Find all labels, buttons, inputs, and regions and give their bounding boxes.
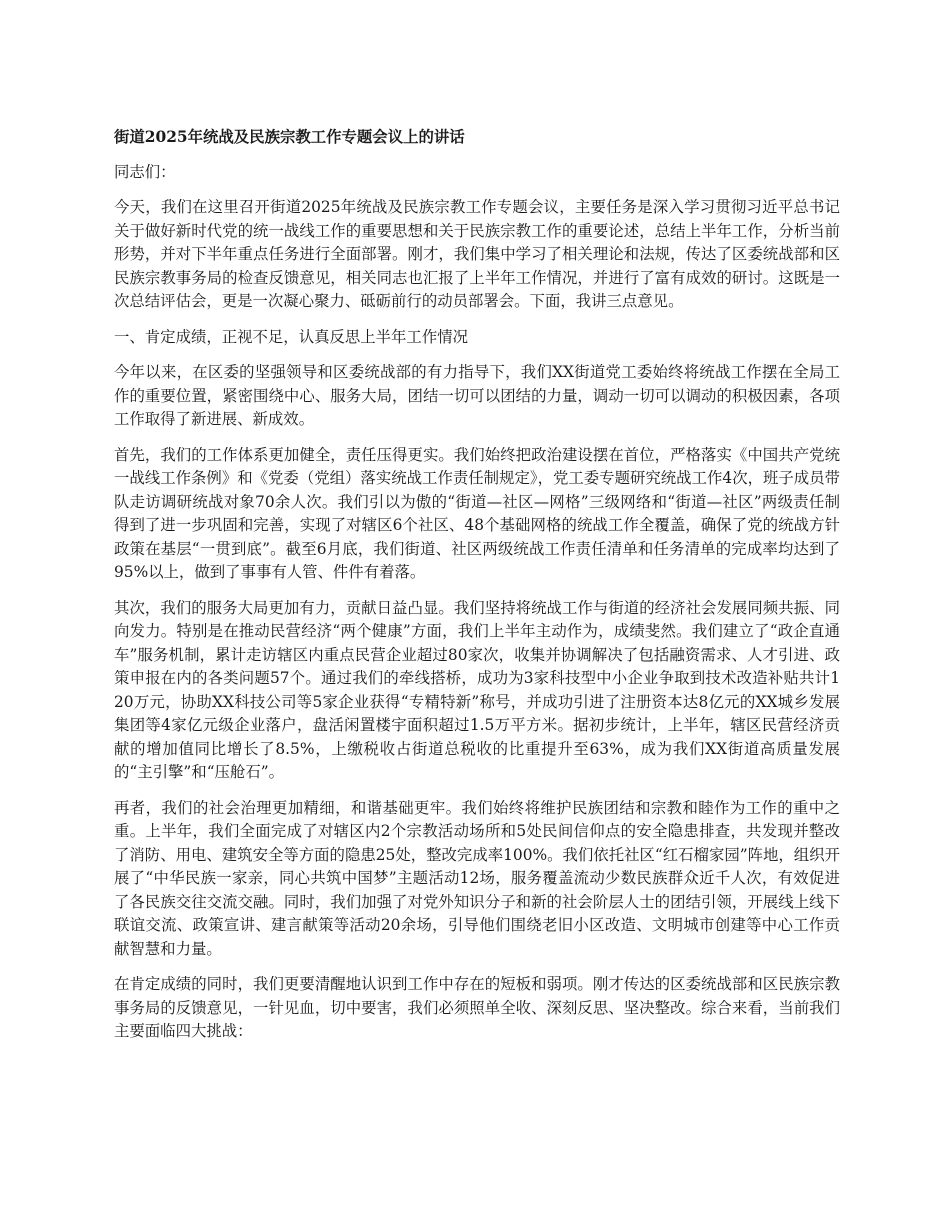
body-paragraph: 再者，我们的社会治理更加精细，和谐基础更牢。我们始终将维护民族团结和宗教和睦作为工作的重中之重。上半年，我们全面完成了对辖区内2个宗教活动场所和5处民间信仰点的安全隐患排查，共发现并整改了消防、用电、建筑安全等方面的隐患25处，整改完成率100%。我们依托社区“红石榴家园”阵地，组织开展了“中华民族一家亲，同心共筑中国梦”主题活动12场，服务覆盖流动少数民族群众近千人次，有效促进了各民族交往交流交融。同时，我们加强了对党外知识分子和新的社会阶层人士的团结引领，开展线上线下联谊交流、政策宣讲、建言献策等活动20余场，引导他们围绕老旧小区改造、文明城市创建等中心工作贡献智慧和力量。 <box>114 798 840 958</box>
document-title: 街道2025年统战及民族宗教工作专题会议上的讲话 <box>114 128 465 146</box>
body-paragraph: 首先，我们的工作体系更加健全，责任压得更实。我们始终把政治建设摆在首位，严格落实《中国共产党统一战线工作条例》和《党委（党组）落实统战工作责任制规定》，党工委专题研究统战工作4次，班子成员带队走访调研统战对象70余人次。我们引以为傲的“街道—社区—网格”三级网络和“街道—社区”两级责任制得到了进一步巩固和完善，实现了对辖区6个社区、48个基础网格的统战工作全覆盖，确保了党的统战方针政策在基层“一贯到底”。截至6月底，我们街道、社区两级统战工作责任清单和任务清单的完成率均达到了95%以上，做到了事事有人管、件件有着落。 <box>114 445 840 581</box>
opening-paragraph: 今天，我们在这里召开街道2025年统战及民族宗教工作专题会议，主要任务是深入学习贯彻习近平总书记关于做好新时代党的统一战线工作的重要思想和关于民族宗教工作的重要论述，总结上半年工作，分析当前形势，并对下半年重点任务进行全面部署。刚才，我们集中学习了相关理论和法规，传达了区委统战部和区民族宗教事务局的检查反馈意见，相关同志也汇报了上半年工作情况，并进行了富有成效的研讨。这既是一次总结评估会，更是一次凝心聚力、砥砺前行的动员部署会。下面，我讲三点意见。 <box>114 198 840 310</box>
section-heading: 一、肯定成绩，正视不足，认真反思上半年工作情况 <box>114 327 468 346</box>
salutation: 同志们： <box>114 162 176 181</box>
body-paragraph: 其次，我们的服务大局更加有力，贡献日益凸显。我们坚持将统战工作与街道的经济社会发展同频共振、同向发力。特别是在推动民营经济“两个健康”方面，我们上半年主动作为，成绩斐然。我们建立了“政企直通车”服务机制，累计走访辖区内重点民营企业超过80家次，收集并协调解决了包括融资需求、人才引进、政策申报在内的各类问题57个。通过我们的牵线搭桥，成功为3家科技型中小企业争取到技术改造补贴共计120万元，协助XX科技公司等5家企业获得“专精特新”称号，并成功引进了注册资本达8亿元的XX城乡发展集团等4家亿元级企业落户，盘活闲置楼宇面积超过1.5万平方米。据初步统计，上半年，辖区民营经济贡献的增加值同比增长了8.5%，上缴税收占街道总税收的比重提升至63%，成为我们XX街道高质量发展的“主引擎”和“压舱石”。 <box>114 598 840 781</box>
body-paragraph: 在肯定成绩的同时，我们更要清醒地认识到工作中存在的短板和弱项。刚才传达的区委统战部和区民族宗教事务局的反馈意见，一针见血，切中要害，我们必须照单全收、深刻反思、坚决整改。综合来看，当前我们主要面临四大挑战： <box>114 975 840 1040</box>
document-page <box>114 126 840 1056</box>
body-paragraph: 今年以来，在区委的坚强领导和区委统战部的有力指导下，我们XX街道党工委始终将统战工作摆在全局工作的重要位置，紧密围绕中心、服务大局，团结一切可以团结的力量，调动一切可以调动的积极因素，各项工作取得了新进展、新成效。 <box>114 363 840 428</box>
